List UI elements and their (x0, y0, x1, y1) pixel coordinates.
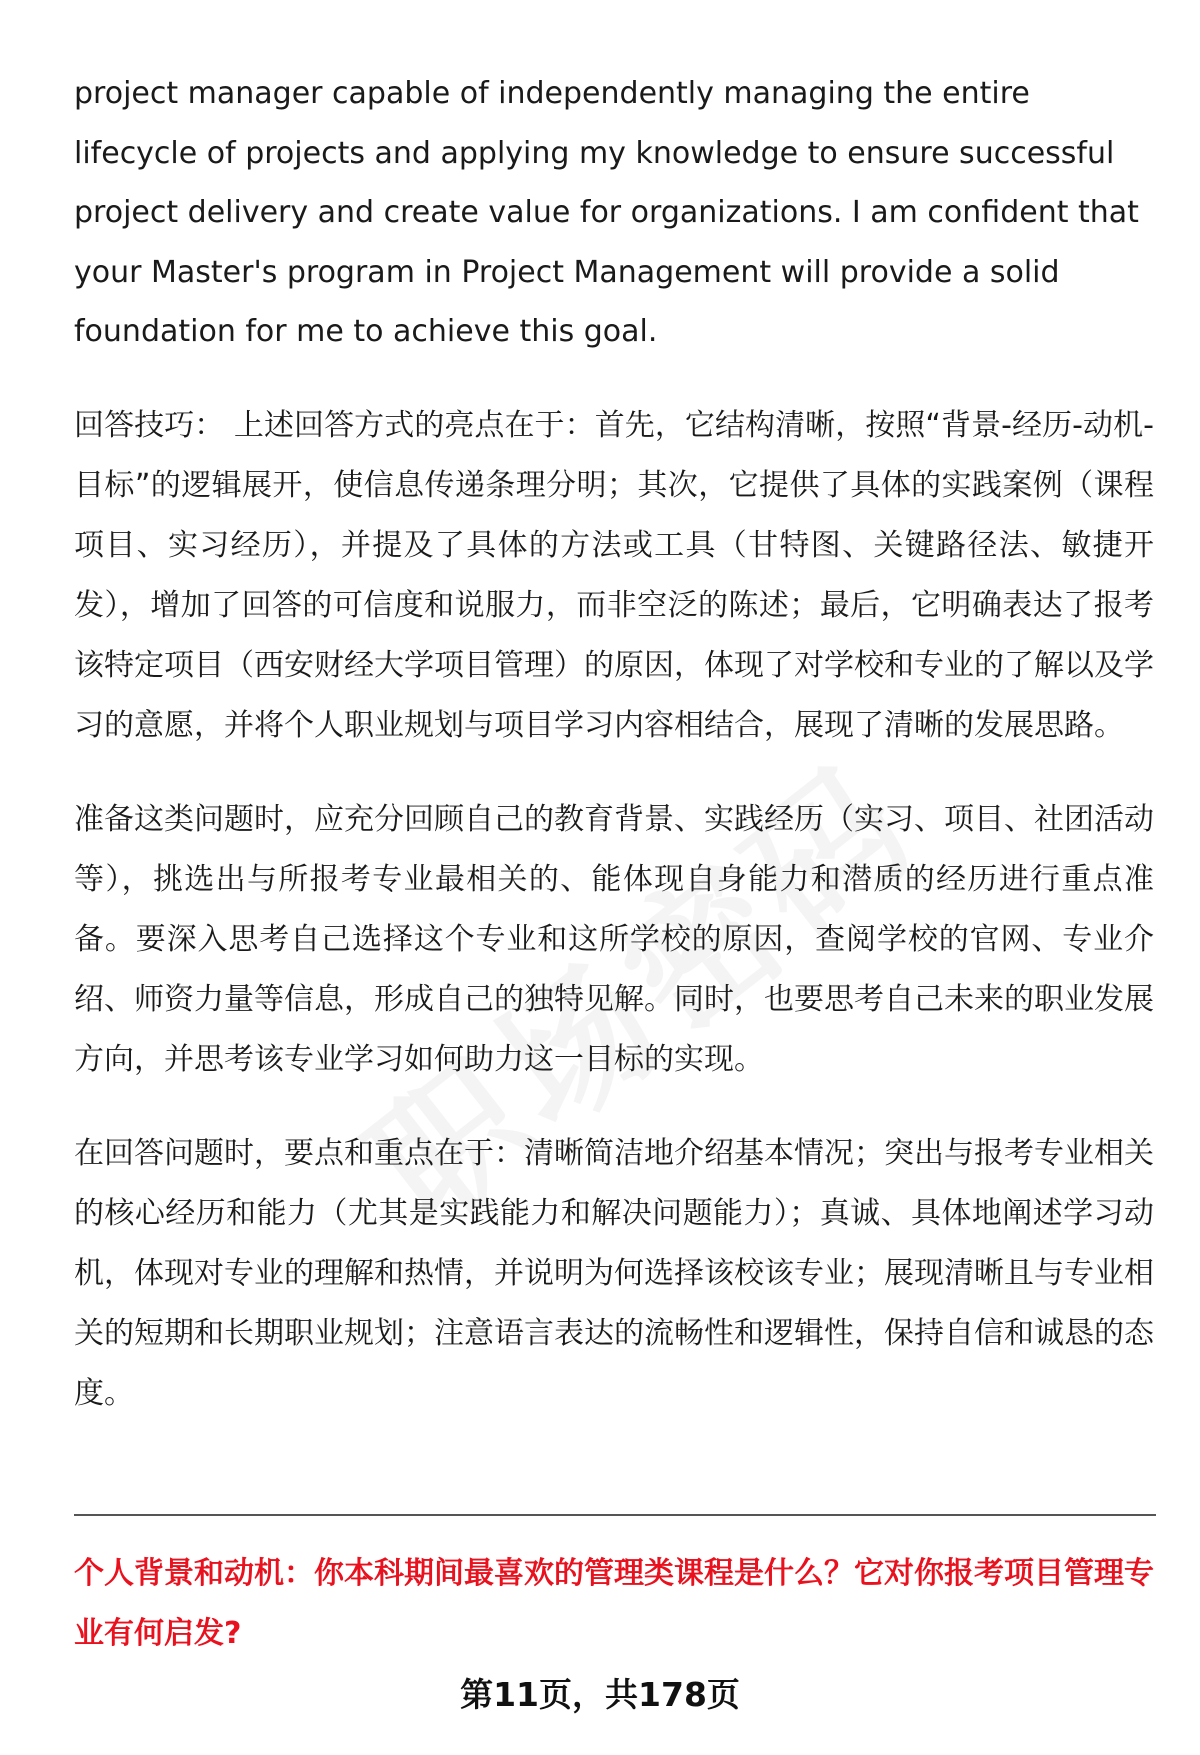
answer-paragraph-english: project manager capable of independently managing the entire lifecycle of projects and applying my knowledge to ensure successful project delivery and create value for organizations. I am confident that your Master's program in Project Management will provide a solid foundation for me to achieve this goal. (74, 76, 1139, 349)
section-divider (74, 1514, 1156, 1516)
next-question-heading: 个人背景和动机：你本科期间最喜欢的管理类课程是什么？它对你报考项目管理专业有何启发? (74, 1556, 1154, 1651)
preparation-paragraph: 准备这类问题时，应充分回顾自己的教育背景、实践经历（实习、项目、社团活动等），挑选出与所报考专业最相关的、能体现自身能力和潜质的经历进行重点准备。要深入思考自己选择这个专业和这所学校的原因，查阅学校的官网、专业介绍、师资力量等信息，形成自己的独特见解。同时，也要思考自己未来的职业发展方向，并思考该专业学习如何助力这一目标的实现。 (74, 801, 1154, 1077)
answer-tips-paragraph: 回答技巧： 上述回答方式的亮点在于：首先，它结构清晰，按照“背景-经历-动机-目标”的逻辑展开，使信息传递条理分明；其次，它提供了具体的实践案例（课程项目、实习经历），并提及了具体的方法或工具（甘特图、关键路径法、敏捷开发），增加了回答的可信度和说服力，而非空泛的陈述；最后，它明确表达了报考该特定项目（西安财经大学项目管理）的原因，体现了对学校和专业的了解以及学习的意愿，并将个人职业规划与项目学习内容相结合，展现了清晰的发展思路。 (74, 407, 1154, 743)
body-content (74, 64, 1154, 1458)
key-points-paragraph: 在回答问题时，要点和重点在于：清晰简洁地介绍基本情况；突出与报考专业相关的核心经历和能力（尤其是实践能力和解决问题能力）；真诚、具体地阐述学习动机，体现对专业的理解和热情，并说明为何选择该校该专业；展现清晰且与专业相关的短期和长期职业规划；注意语言表达的流畅性和逻辑性，保持自信和诚恳的态度。 (74, 1135, 1154, 1411)
page-number: 第11页，共178页 (460, 1675, 740, 1714)
